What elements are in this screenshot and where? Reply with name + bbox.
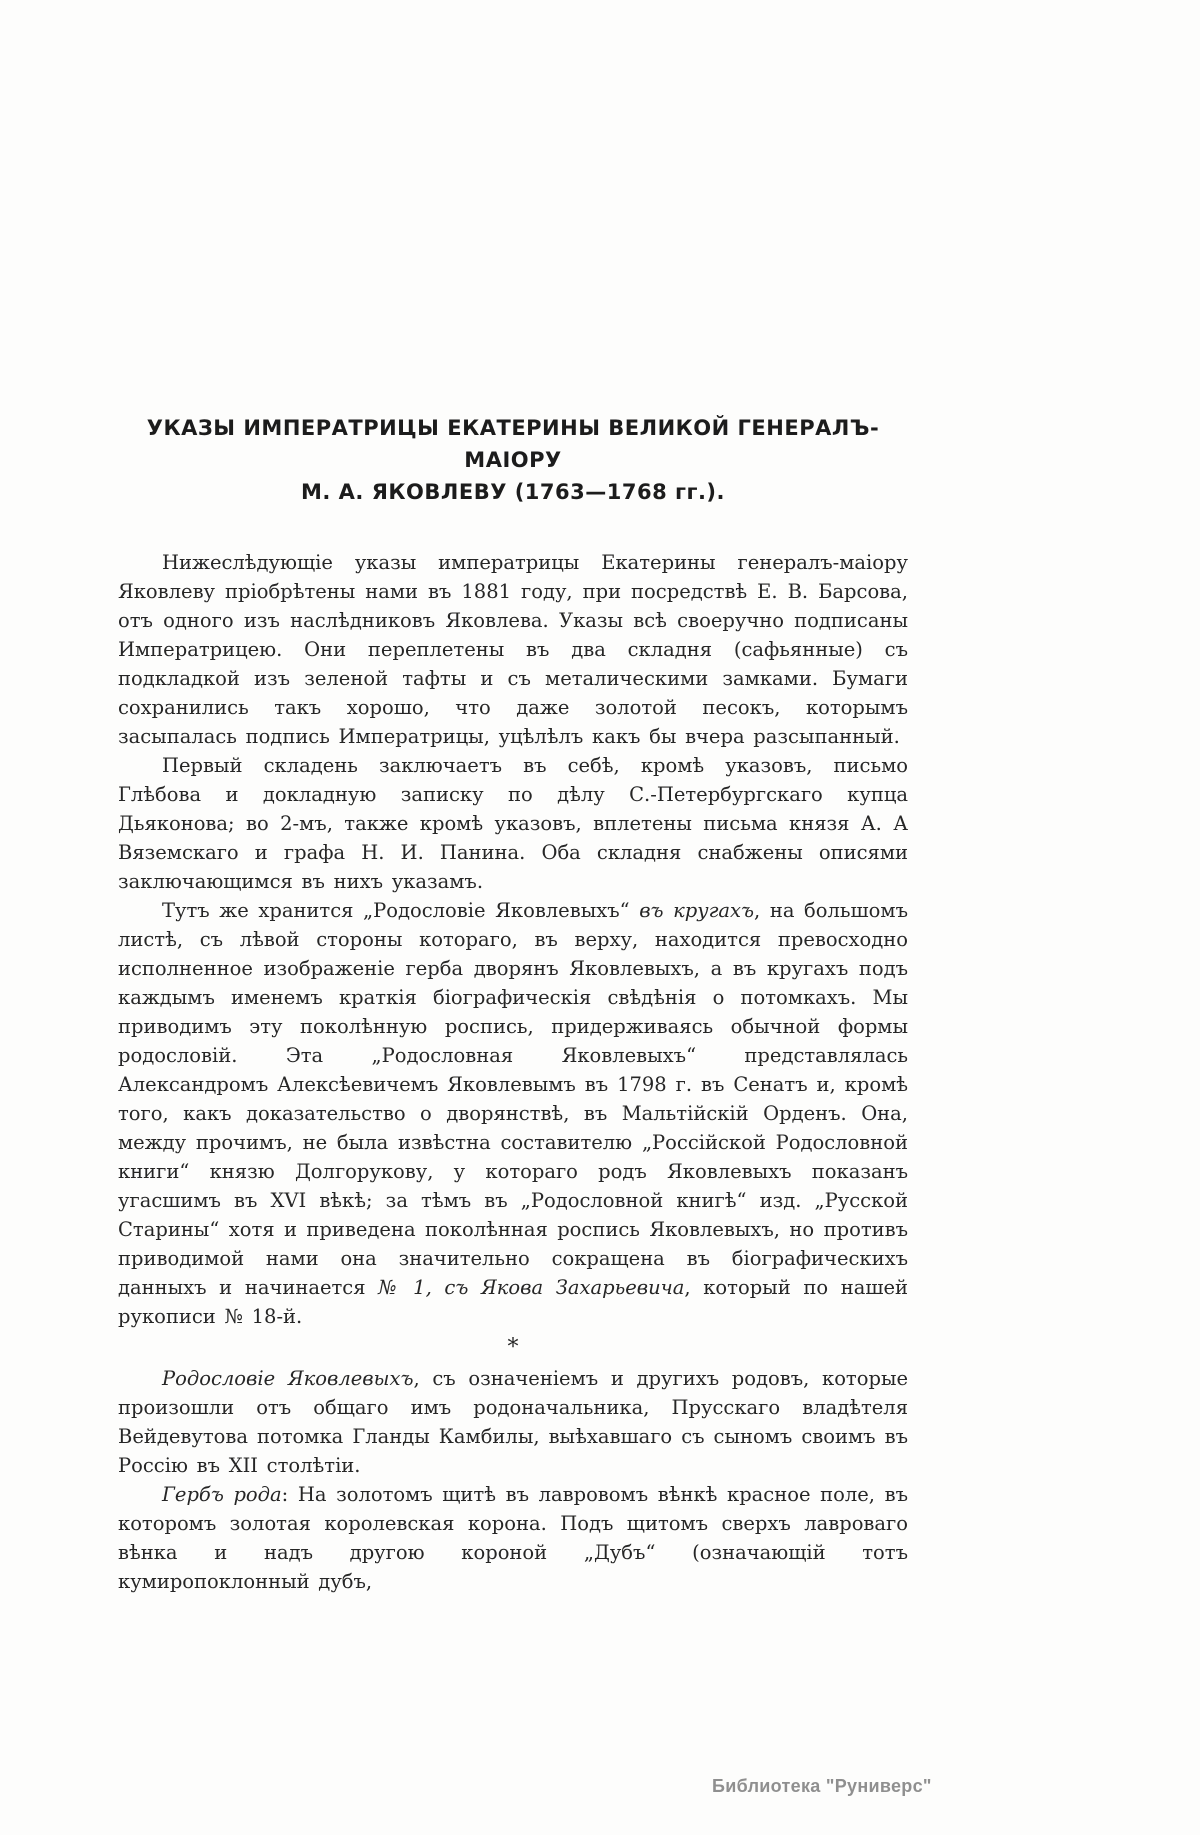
page-title-line-1: УКАЗЫ ИМПЕРАТРИЦЫ ЕКАТЕРИНЫ ВЕЛИКОЙ ГЕНЕРАЛЪ-МАІОРУ xyxy=(146,416,880,472)
paragraph-5 xyxy=(118,1480,908,1596)
text-segment: , который по нашей рукописи № 18-й. xyxy=(118,1276,908,1328)
page-title-line-2: М. А. ЯКОВЛЕВУ (1763—1768 гг.). xyxy=(300,480,725,504)
text-segment-italic: Родословіе Яковлевыхъ xyxy=(162,1367,414,1390)
text-segment: , съ означеніемъ и другихъ родовъ, которые произошли отъ общаго имъ родоначальника, Прусскаго владѣтеля Вейдевутова потомка Гланды Камбилы, выѣхавшаго съ сыномъ своимъ въ Россію въ XII столѣтіи. xyxy=(118,1367,909,1477)
paragraph-4 xyxy=(118,1364,908,1480)
text-segment: Нижеслѣдующіе указы императрицы Екатерины генералъ-маіору Яковлеву пріобрѣтены нами въ 1881 году, при посредствѣ Е. В. Барсова, отъ одного изъ наслѣдниковъ Яковлева. Указы всѣ своеручно подписаны Императрицею. Они переплетены въ два складня (сафьянные) съ подкладкой изъ зеленой тафты и съ металическими замками. Бумаги сохранились такъ хорошо, что даже золотой песокъ, которымъ засыпалась подпись Императрицы, уцѣлѣлъ какъ бы вчера разсыпанный. xyxy=(118,551,908,748)
paragraph-2 xyxy=(118,751,908,896)
text-segment-italic: въ кругахъ xyxy=(639,899,755,922)
text-segment: Тутъ же хранится „Родословіе Яковлевыхъ“ xyxy=(162,899,640,922)
paragraph-3 xyxy=(118,896,908,1331)
page-content xyxy=(118,412,908,1596)
text-segment: Первый складень заключаетъ въ себѣ, кромѣ указовъ, письмо Глѣбова и докладную записку по дѣлу С.-Петербургскаго купца Дьяконова; во 2-мъ, также кромѣ указовъ, вплетены письма князя А. А Вяземскаго и графа Н. И. Панина. Оба складня снабжены описями заключающимся въ нихъ указамъ. xyxy=(118,754,908,893)
section-separator-asterisk: * xyxy=(507,1335,519,1360)
library-watermark: Библиотека "Руниверс" xyxy=(712,1776,932,1796)
text-segment-italic: № 1, съ Якова Захарьевича xyxy=(378,1276,685,1299)
page-title xyxy=(118,412,908,508)
paragraph-1 xyxy=(118,548,908,751)
text-segment: : На золотомъ щитѣ въ лавровомъ вѣнкѣ красное поле, въ которомъ золотая королевская корона. Подъ щитомъ сверхъ лавроваго вѣнка и надъ другою короной „Дубъ“ (означающій тотъ кумиропоклонный дубъ, xyxy=(118,1483,908,1593)
text-segment: , на большомъ листѣ, съ лѣвой стороны котораго, въ верху, находится превосходно исполненное изображеніе герба дворянъ Яковлевыхъ, а въ кругахъ подъ каждымъ именемъ краткія біографическія свѣдѣнія о потомкахъ. Мы приводимъ эту поколѣнную роспись, придерживаясь обычной формы родословій. Эта „Родословная Яковлевыхъ“ представлялась Александромъ Алексѣевичемъ Яковлевымъ въ 1798 г. въ Сенатъ и, кромѣ того, какъ доказательство о дворянствѣ, въ Мальтійскій Орденъ. Она, между прочимъ, не была извѣстна составителю „Россійской Родословной книги“ князю Долгорукову, у котораго родъ Яковлевыхъ показанъ угасшимъ въ XVI вѣкѣ; за тѣмъ въ „Родословной книгѣ“ изд. „Русской Старины“ хотя и приведена поколѣнная роспись Яковлевыхъ, но противъ приводимой нами она значительно сокращена въ біографическихъ данныхъ и начинается xyxy=(118,899,908,1299)
text-segment-italic: Гербъ рода xyxy=(162,1483,282,1506)
